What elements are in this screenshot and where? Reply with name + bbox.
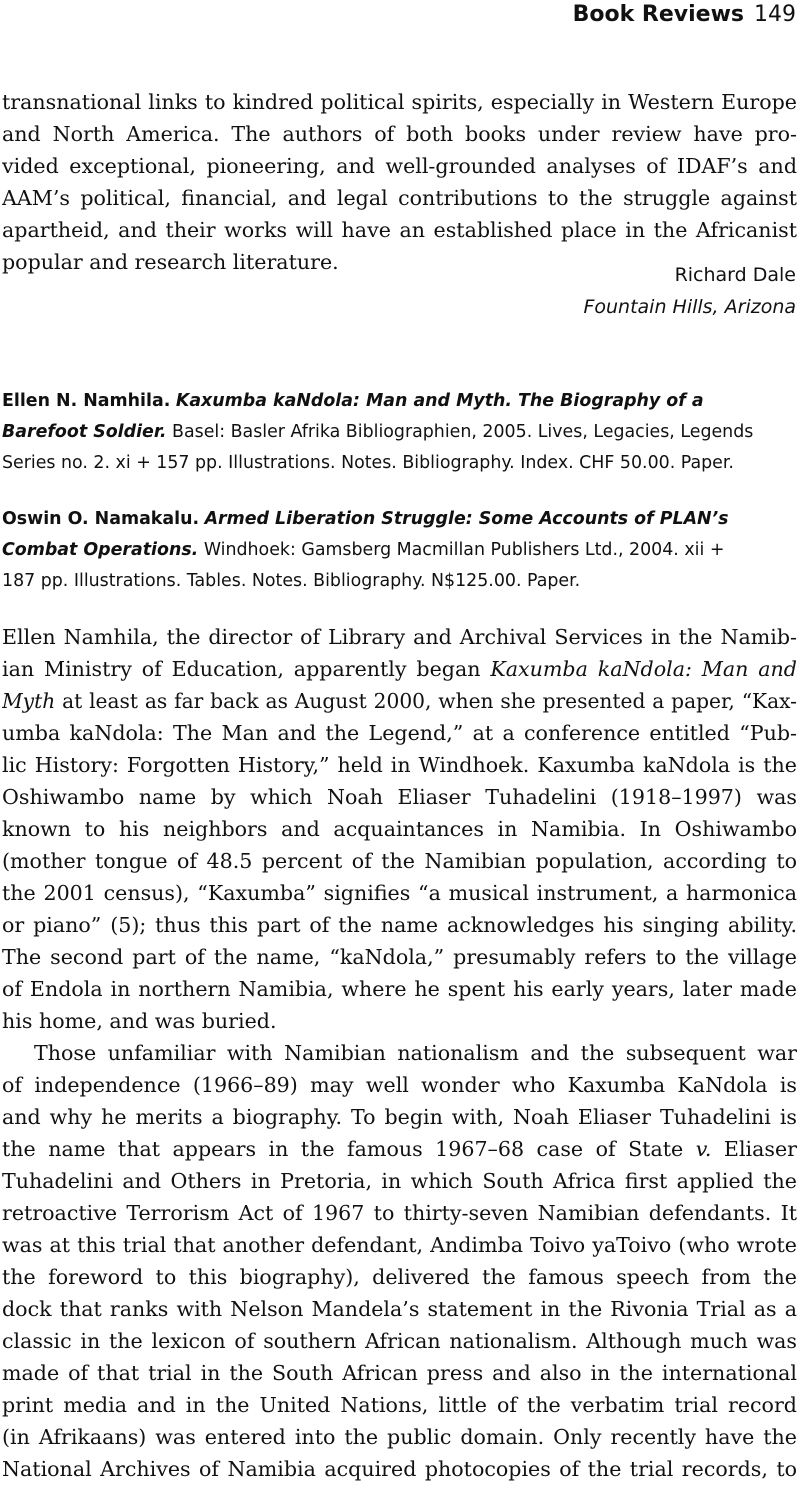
case-abbrev: v. bbox=[695, 1137, 712, 1161]
text-line: vided exceptional, pioneering, and well-grounded analyses of IDAF’s and bbox=[2, 154, 797, 178]
text-line: Those unfamiliar with Namibian nationalism and the subsequent war bbox=[34, 1041, 797, 1065]
text-line: AAM’s political, financial, and legal contributions to the struggle against bbox=[2, 186, 797, 210]
text-line: known to his neighbors and acquaintances in Namibia. In Oshiwambo bbox=[2, 817, 797, 841]
citation-title: Armed Liberation Struggle: Some Accounts of PLAN’s bbox=[204, 509, 729, 529]
text-line: Ellen Namhila, the director of Library and Archival Services in the Namib- bbox=[2, 625, 797, 649]
text-line: Tuhadelini and Others in Pretoria, in which South Africa first applied the bbox=[2, 1169, 797, 1193]
text-segment: the name that appears in the famous 1967–68 case of State bbox=[2, 1137, 696, 1161]
citation-author: Oswin O. Namakalu. bbox=[2, 509, 200, 529]
citation-title-cont: Combat Operations. bbox=[2, 540, 199, 560]
text-line: umba kaNdola: The Man and the Legend,” at a conference entitled “Pub- bbox=[2, 721, 797, 745]
text-line: the 2001 census), “Kaxumba” signifies “a musical instrument, a harmonica bbox=[2, 881, 797, 905]
book-citation-2 bbox=[2, 504, 797, 597]
text-line: apartheid, and their works will have an established place in the Africanist bbox=[2, 218, 797, 242]
text-line: Oshiwambo name by which Noah Eliaser Tuhadelini (1918–1997) was bbox=[2, 785, 797, 809]
section-title: Book Reviews bbox=[572, 2, 744, 27]
book-title-ref: Kaxumba kaNdola: Man and bbox=[490, 657, 797, 681]
citation-details: Windhoek: Gamsberg Macmillan Publishers Ltd., 2004. xii + bbox=[198, 540, 725, 560]
reviewer-name: Richard Dale bbox=[674, 264, 796, 286]
text-line: and North America. The authors of both books under review have pro- bbox=[2, 122, 797, 146]
reviewer-location: Fountain Hills, Arizona bbox=[583, 296, 796, 318]
page-number: 149 bbox=[754, 2, 796, 27]
book-title-ref: Myth bbox=[2, 689, 56, 713]
text-line: print media and in the United Nations, little of the verbatim trial record bbox=[2, 1393, 797, 1417]
text-segment: at least as far back as August 2000, when she presented a paper, “Kax- bbox=[55, 689, 797, 713]
text-line: classic in the lexicon of southern African nationalism. Although much was bbox=[2, 1329, 797, 1353]
citation-details-cont: 187 pp. Illustrations. Tables. Notes. Bibliography. N$125.00. Paper. bbox=[2, 571, 581, 591]
text-line: dock that ranks with Nelson Mandela’s statement in the Rivonia Trial as a bbox=[2, 1297, 797, 1321]
text-line: The second part of the name, “kaNdola,” presumably refers to the village bbox=[2, 945, 797, 969]
text-line: or piano” (5); thus this part of the name acknowledges his singing ability. bbox=[2, 913, 797, 937]
text-line: and why he merits a biography. To begin with, Noah Eliaser Tuhadelini is bbox=[2, 1105, 797, 1129]
previous-review-text bbox=[2, 86, 797, 278]
text-line: National Archives of Namibia acquired photocopies of the trial records, to bbox=[2, 1457, 797, 1481]
text-line: the foreword to this biography), delivered the famous speech from the bbox=[2, 1265, 797, 1289]
text-line: popular and research literature. bbox=[2, 250, 339, 274]
text-line: (mother tongue of 48.5 percent of the Namibian population, according to bbox=[2, 849, 797, 873]
text-line: (in Afrikaans) was entered into the public domain. Only recently have the bbox=[2, 1425, 797, 1449]
book-citation-1 bbox=[2, 386, 797, 479]
citation-title-cont: Barefoot Soldier. bbox=[2, 422, 167, 442]
text-segment: Eliaser bbox=[711, 1137, 797, 1161]
text-line: retroactive Terrorism Act of 1967 to thirty-seven Namibian defendants. It bbox=[2, 1201, 797, 1225]
review-body bbox=[2, 621, 797, 1485]
text-line: of independence (1966–89) may well wonder who Kaxumba KaNdola is bbox=[2, 1073, 797, 1097]
citation-details: Basel: Basler Afrika Bibliographien, 2005. Lives, Legacies, Legends bbox=[166, 422, 754, 442]
running-header bbox=[573, 2, 796, 27]
text-line: transnational links to kindred political spirits, especially in Western Europe bbox=[2, 90, 797, 114]
text-segment: ian Ministry of Education, apparently began bbox=[2, 657, 481, 681]
text-line: lic History: Forgotten History,” held in Windhoek. Kaxumba kaNdola is the bbox=[2, 753, 797, 777]
text-line: made of that trial in the South African press and also in the international bbox=[2, 1361, 797, 1385]
text-line: his home, and was buried. bbox=[2, 1009, 277, 1033]
citation-details-cont: Series no. 2. xi + 157 pp. Illustrations. Notes. Bibliography. Index. CHF 50.00. Paper. bbox=[2, 453, 734, 473]
citation-author: Ellen N. Namhila. bbox=[2, 391, 171, 411]
citation-title: Kaxumba kaNdola: Man and Myth. The Biography of a bbox=[175, 391, 704, 411]
text-line: was at this trial that another defendant, Andimba Toivo yaToivo (who wrote bbox=[2, 1233, 797, 1257]
text-line: of Endola in northern Namibia, where he spent his early years, later made bbox=[2, 977, 797, 1001]
